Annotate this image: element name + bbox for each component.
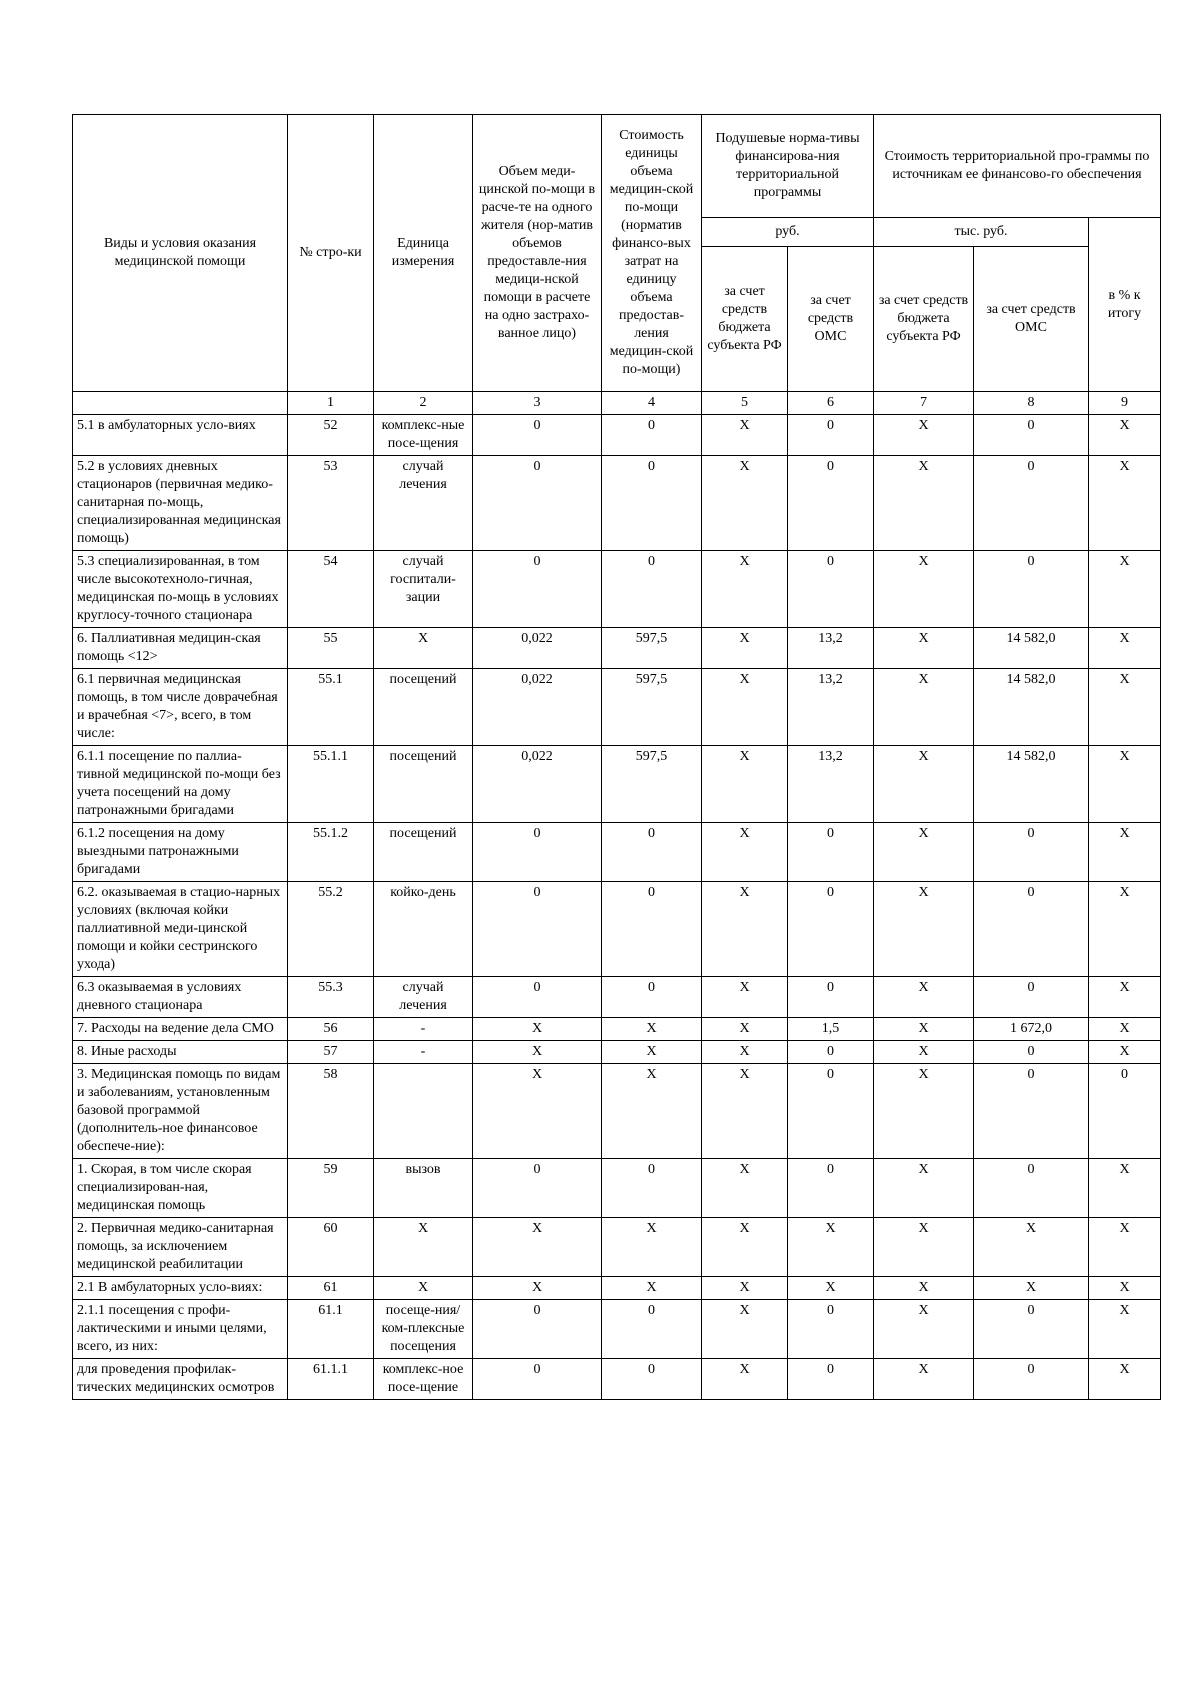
row-volume: 0 [473,551,602,628]
row-percent: Х [1089,1359,1161,1400]
row-unit: посещений [374,746,473,823]
row-oms-per-capita: 0 [788,415,874,456]
row-oms-per-capita: 0 [788,1064,874,1159]
column-number: 9 [1089,392,1161,415]
row-percent: Х [1089,1300,1161,1359]
row-oms-cost: 1 672,0 [974,1018,1089,1041]
row-name: 5.2 в условиях дневных стационаров (первичная медико-санитарная по-мощь, специализированная медицинская помощь) [73,456,288,551]
row-budget-cost: Х [874,1218,974,1277]
row-name: 6.1.1 посещение по паллиа-тивной медицинской по-мощи без учета посещений на дому патронажными бригадами [73,746,288,823]
row-name: для проведения профилак-тических медицинских осмотров [73,1359,288,1400]
row-oms-per-capita: 13,2 [788,628,874,669]
row-unit-cost: 597,5 [602,628,702,669]
row-unit: Х [374,628,473,669]
row-unit: случай госпитали-зации [374,551,473,628]
header-unit: Единица измерения [374,115,473,392]
row-oms-per-capita: 0 [788,1041,874,1064]
row-oms-per-capita: 0 [788,1359,874,1400]
header-line-no: № стро-ки [288,115,374,392]
row-name: 2. Первичная медико-санитарная помощь, за исключением медицинской реабилитации [73,1218,288,1277]
row-line-number: 59 [288,1159,374,1218]
row-name: 6.1.2 посещения на дому выездными патронажными бригадами [73,823,288,882]
row-line-number: 56 [288,1018,374,1041]
row-budget-per-capita: Х [702,1018,788,1041]
row-percent: Х [1089,823,1161,882]
row-unit-cost: 0 [602,1359,702,1400]
row-volume: 0,022 [473,628,602,669]
row-unit-cost: Х [602,1218,702,1277]
table-row [73,1041,1161,1064]
row-budget-per-capita: Х [702,746,788,823]
row-unit-cost: 0 [602,1300,702,1359]
row-oms-per-capita: Х [788,1218,874,1277]
table-row [73,746,1161,823]
row-budget-cost: Х [874,415,974,456]
row-line-number: 57 [288,1041,374,1064]
row-unit-cost: Х [602,1064,702,1159]
row-line-number: 54 [288,551,374,628]
column-number: 3 [473,392,602,415]
row-unit-cost: 0 [602,415,702,456]
row-unit-cost: 0 [602,882,702,977]
row-unit: комплекс-ные посе-щения [374,415,473,456]
row-budget-cost: Х [874,1300,974,1359]
row-percent: Х [1089,1218,1161,1277]
row-name: 5.3 специализированная, в том числе высокотехноло-гичная, медицинская по-мощь в условиях круглосу-точного стационара [73,551,288,628]
table-row [73,551,1161,628]
row-budget-cost: Х [874,1064,974,1159]
row-volume: 0 [473,456,602,551]
row-unit: Х [374,1277,473,1300]
table-row [73,1064,1161,1159]
row-line-number: 55.3 [288,977,374,1018]
row-budget-cost: Х [874,456,974,551]
row-budget-per-capita: Х [702,1359,788,1400]
column-number [73,392,288,415]
row-name: 2.1.1 посещения с профи-лактическими и иными целями, всего, из них: [73,1300,288,1359]
row-budget-cost: Х [874,1018,974,1041]
row-line-number: 53 [288,456,374,551]
row-percent: Х [1089,415,1161,456]
row-oms-per-capita: 0 [788,456,874,551]
row-percent: Х [1089,1159,1161,1218]
header-rub: руб. [702,218,874,247]
table-row [73,1300,1161,1359]
table-row [73,1359,1161,1400]
table-row [73,1218,1161,1277]
row-oms-per-capita: 0 [788,551,874,628]
row-budget-cost: Х [874,1277,974,1300]
header-budget-rf: за счет средств бюджета субъекта РФ [702,247,788,392]
row-line-number: 55 [288,628,374,669]
row-budget-cost: Х [874,977,974,1018]
row-budget-per-capita: Х [702,1277,788,1300]
row-oms-per-capita: 13,2 [788,746,874,823]
header-per-capita: Подушевые норма-тивы финансирова-ния территориальной программы [702,115,874,218]
row-budget-cost: Х [874,823,974,882]
row-percent: Х [1089,882,1161,977]
row-unit-cost: 597,5 [602,669,702,746]
row-line-number: 61 [288,1277,374,1300]
header-thousand-rub: тыс. руб. [874,218,1089,247]
row-budget-per-capita: Х [702,1159,788,1218]
row-unit-cost: 0 [602,1159,702,1218]
row-unit: комплекс-ное посе-щение [374,1359,473,1400]
row-oms-cost: 0 [974,456,1089,551]
header-percent: в % к итогу [1089,218,1161,392]
row-line-number: 58 [288,1064,374,1159]
row-percent: Х [1089,551,1161,628]
row-unit: посещений [374,669,473,746]
row-name: 6.1 первичная медицинская помощь, в том числе доврачебная и врачебная <7>, всего, в том числе: [73,669,288,746]
row-oms-per-capita: 0 [788,823,874,882]
row-unit-cost: 0 [602,977,702,1018]
row-oms-cost: 0 [974,1041,1089,1064]
row-budget-per-capita: Х [702,415,788,456]
row-oms-cost: 0 [974,551,1089,628]
row-budget-per-capita: Х [702,882,788,977]
row-volume: 0 [473,1359,602,1400]
row-budget-cost: Х [874,551,974,628]
table-row [73,1159,1161,1218]
row-line-number: 61.1 [288,1300,374,1359]
table-row [73,669,1161,746]
row-budget-cost: Х [874,1041,974,1064]
row-unit: вызов [374,1159,473,1218]
row-name: 8. Иные расходы [73,1041,288,1064]
table-row [73,456,1161,551]
row-volume: 0,022 [473,746,602,823]
header-oms: за счет средств ОМС [788,247,874,392]
header-program-cost: Стоимость территориальной про-граммы по источникам ее финансово-го обеспечения [874,115,1161,218]
row-unit: койко-день [374,882,473,977]
header-unit-cost: Стоимость единицы объема медицин-ской по-мощи (норматив финансо-вых затрат на единицу объема предостав-ления медицин-ской по-мощи) [602,115,702,392]
table-row [73,823,1161,882]
header-types: Виды и условия оказания медицинской помощи [73,115,288,392]
column-number: 5 [702,392,788,415]
table-row [73,882,1161,977]
row-unit: Х [374,1218,473,1277]
row-name: 3. Медицинская помощь по видам и заболеваниям, установленным базовой программой (дополнитель-ное финансовое обеспече-ние): [73,1064,288,1159]
row-oms-cost: 0 [974,1159,1089,1218]
row-oms-cost: 14 582,0 [974,669,1089,746]
row-percent: Х [1089,628,1161,669]
row-volume: Х [473,1018,602,1041]
row-budget-cost: Х [874,882,974,977]
row-unit: - [374,1018,473,1041]
row-unit-cost: Х [602,1041,702,1064]
row-name: 1. Скорая, в том числе скорая специализирован-ная, медицинская помощь [73,1159,288,1218]
row-percent: Х [1089,456,1161,551]
column-number: 7 [874,392,974,415]
row-budget-cost: Х [874,1359,974,1400]
row-oms-per-capita: 0 [788,882,874,977]
row-budget-per-capita: Х [702,977,788,1018]
row-volume: 0 [473,882,602,977]
row-budget-per-capita: Х [702,551,788,628]
header-budget-rf-2: за счет средств бюджета субъекта РФ [874,247,974,392]
row-oms-cost: Х [974,1218,1089,1277]
column-number: 2 [374,392,473,415]
row-oms-cost: 14 582,0 [974,628,1089,669]
row-oms-per-capita: 13,2 [788,669,874,746]
row-name: 7. Расходы на ведение дела СМО [73,1018,288,1041]
row-volume: 0 [473,415,602,456]
row-budget-per-capita: Х [702,628,788,669]
header-volume: Объем меди-цинской по-мощи в расче-те на одного жителя (нор-матив объемов предоставле-ния медици-нской помощи в расчете на одно застрахо-ванное лицо) [473,115,602,392]
row-name: 6.3 оказываемая в условиях дневного стационара [73,977,288,1018]
row-budget-cost: Х [874,669,974,746]
row-oms-per-capita: 1,5 [788,1018,874,1041]
row-volume: 0 [473,1300,602,1359]
row-budget-cost: Х [874,746,974,823]
row-volume: Х [473,1277,602,1300]
row-name: 2.1 В амбулаторных усло-виях: [73,1277,288,1300]
header-oms-2: за счет средств ОМС [974,247,1089,392]
row-volume: Х [473,1218,602,1277]
row-unit: посеще-ния/ ком-плексные посещения [374,1300,473,1359]
financing-table [72,114,1161,1400]
row-percent: Х [1089,669,1161,746]
row-oms-cost: 0 [974,823,1089,882]
row-volume: 0,022 [473,669,602,746]
row-unit: - [374,1041,473,1064]
row-oms-cost: 0 [974,415,1089,456]
row-unit-cost: Х [602,1018,702,1041]
row-volume: 0 [473,1159,602,1218]
row-budget-per-capita: Х [702,669,788,746]
row-percent: Х [1089,746,1161,823]
row-unit: посещений [374,823,473,882]
row-line-number: 60 [288,1218,374,1277]
row-line-number: 55.2 [288,882,374,977]
table-row [73,977,1161,1018]
row-budget-per-capita: Х [702,1218,788,1277]
row-oms-cost: 0 [974,977,1089,1018]
row-oms-cost: 0 [974,1064,1089,1159]
row-percent: Х [1089,977,1161,1018]
row-oms-cost: 0 [974,1359,1089,1400]
row-percent: Х [1089,1277,1161,1300]
row-name: 6. Паллиативная медицин-ская помощь <12> [73,628,288,669]
row-line-number: 61.1.1 [288,1359,374,1400]
row-oms-cost: 0 [974,882,1089,977]
row-line-number: 55.1 [288,669,374,746]
column-number: 8 [974,392,1089,415]
column-number: 4 [602,392,702,415]
row-unit-cost: 0 [602,551,702,628]
row-unit-cost: 0 [602,823,702,882]
row-oms-per-capita: 0 [788,977,874,1018]
row-percent: 0 [1089,1064,1161,1159]
row-budget-per-capita: Х [702,456,788,551]
table-row [73,1018,1161,1041]
row-oms-cost: 0 [974,1300,1089,1359]
row-line-number: 55.1.2 [288,823,374,882]
row-oms-cost: Х [974,1277,1089,1300]
row-unit [374,1064,473,1159]
row-unit: случай лечения [374,977,473,1018]
table-row [73,415,1161,456]
row-unit-cost: Х [602,1277,702,1300]
header-row-1 [73,115,1161,218]
row-oms-per-capita: 0 [788,1159,874,1218]
row-budget-per-capita: Х [702,1300,788,1359]
row-budget-per-capita: Х [702,1064,788,1159]
row-oms-cost: 14 582,0 [974,746,1089,823]
row-name: 6.2. оказываемая в стацио-нарных условиях (включая койки паллиативной меди-цинской помощи и койки сестринского ухода) [73,882,288,977]
row-volume: 0 [473,823,602,882]
row-unit-cost: 0 [602,456,702,551]
row-budget-cost: Х [874,628,974,669]
row-budget-per-capita: Х [702,823,788,882]
table-row [73,628,1161,669]
row-unit: случай лечения [374,456,473,551]
row-name: 5.1 в амбулаторных усло-виях [73,415,288,456]
row-percent: Х [1089,1018,1161,1041]
table-body [73,415,1161,1400]
row-unit-cost: 597,5 [602,746,702,823]
column-number-row [73,392,1161,415]
row-volume: Х [473,1064,602,1159]
row-oms-per-capita: Х [788,1277,874,1300]
row-line-number: 55.1.1 [288,746,374,823]
row-volume: Х [473,1041,602,1064]
row-oms-per-capita: 0 [788,1300,874,1359]
table-row [73,1277,1161,1300]
column-number: 6 [788,392,874,415]
column-number: 1 [288,392,374,415]
row-percent: Х [1089,1041,1161,1064]
row-budget-per-capita: Х [702,1041,788,1064]
row-volume: 0 [473,977,602,1018]
row-line-number: 52 [288,415,374,456]
row-budget-cost: Х [874,1159,974,1218]
